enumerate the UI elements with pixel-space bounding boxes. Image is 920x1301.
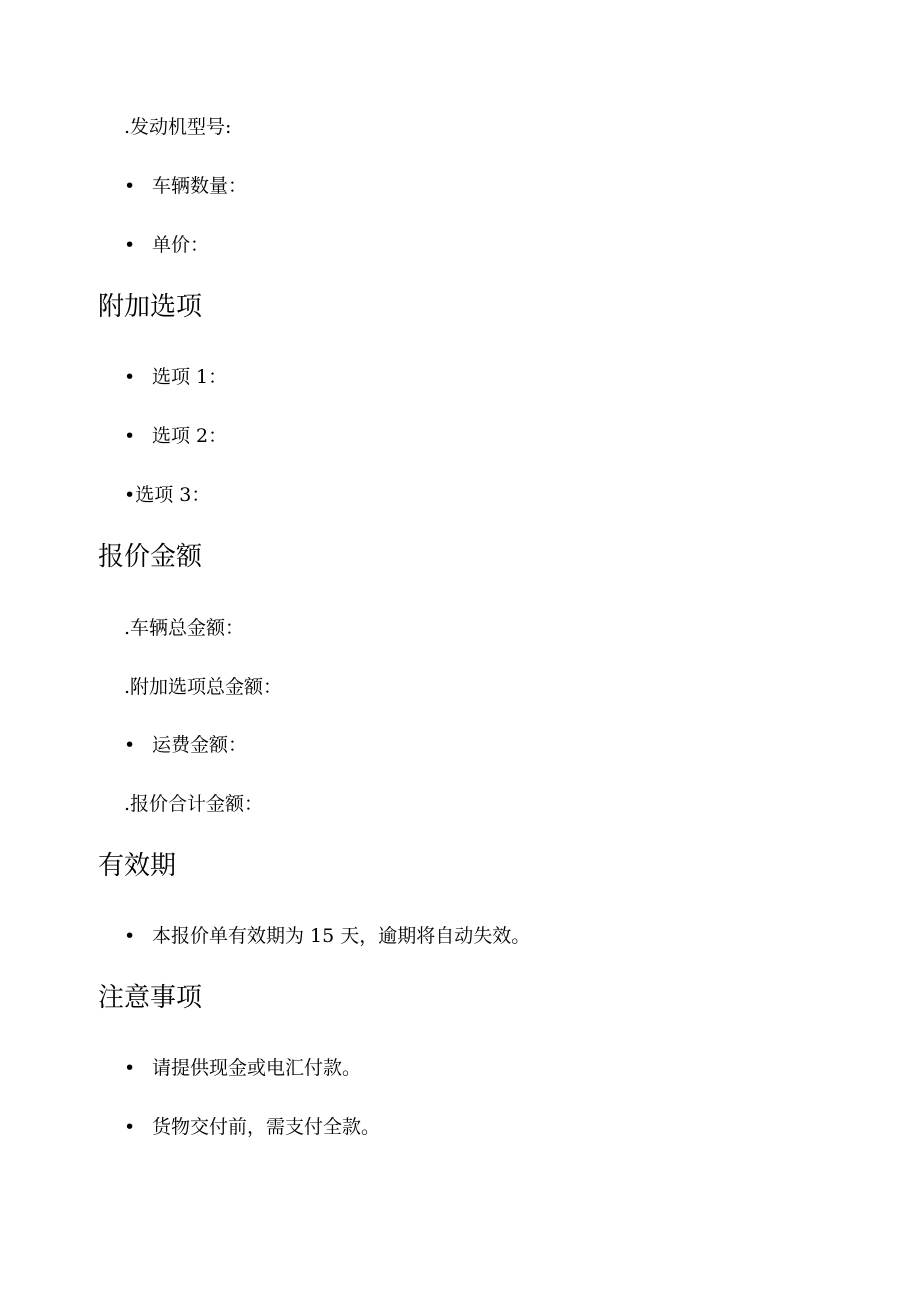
list-item-text: 车辆总金额：	[130, 617, 245, 639]
list-item-full-payment	[124, 1115, 380, 1139]
list-marker: .	[124, 116, 131, 138]
bullet-icon: •	[124, 234, 136, 256]
list-item-text: 单价：	[152, 234, 210, 256]
list-marker: .	[124, 676, 131, 698]
bullet-icon: •	[124, 484, 136, 506]
list-item-text: 报价合计金额：	[130, 793, 264, 815]
bullet-icon: •	[124, 366, 136, 388]
list-marker: .	[124, 793, 131, 815]
list-item-vehicle-total	[124, 616, 244, 640]
bullet-icon: •	[124, 925, 136, 947]
section-heading-quote-amount: 报价金额	[98, 542, 203, 572]
list-item-text: 发动机型号:	[130, 116, 232, 138]
bullet-icon: •	[124, 175, 136, 197]
list-item-text: 车辆数量：	[152, 175, 248, 197]
list-item-text: 货物交付前，需支付全款。	[152, 1116, 381, 1138]
list-item-payment-method	[124, 1056, 361, 1080]
list-marker: .	[124, 617, 131, 639]
list-item-text: 请提供现金或电汇付款。	[152, 1057, 362, 1079]
bullet-icon: •	[124, 425, 136, 447]
list-item-option-1	[124, 365, 227, 389]
list-item-text: 附加选项总金额：	[130, 676, 283, 698]
section-heading-options: 附加选项	[98, 292, 203, 322]
list-item-engine-model	[124, 115, 231, 139]
list-item-shipping-fee	[124, 733, 247, 757]
list-item-option-3	[124, 483, 210, 507]
section-heading-notes: 注意事项	[98, 983, 203, 1013]
list-item-grand-total	[124, 792, 263, 816]
bullet-icon: •	[124, 1057, 136, 1079]
bullet-icon: •	[124, 734, 136, 756]
list-item-text: 选项 1：	[152, 366, 228, 388]
list-item-vehicle-count	[124, 174, 247, 198]
list-item-text: 本报价单有效期为 15 天，逾期将自动失效。	[152, 925, 531, 947]
bullet-icon: •	[124, 1116, 136, 1138]
list-item-validity-note	[124, 924, 530, 948]
list-item-text: 选项 3：	[135, 484, 211, 506]
list-item-option-2	[124, 424, 227, 448]
list-item-text: 运费金额：	[152, 734, 248, 756]
list-item-unit-price	[124, 233, 209, 257]
section-heading-validity: 有效期	[98, 851, 177, 881]
list-item-options-total	[124, 675, 282, 699]
list-item-text: 选项 2：	[152, 425, 228, 447]
